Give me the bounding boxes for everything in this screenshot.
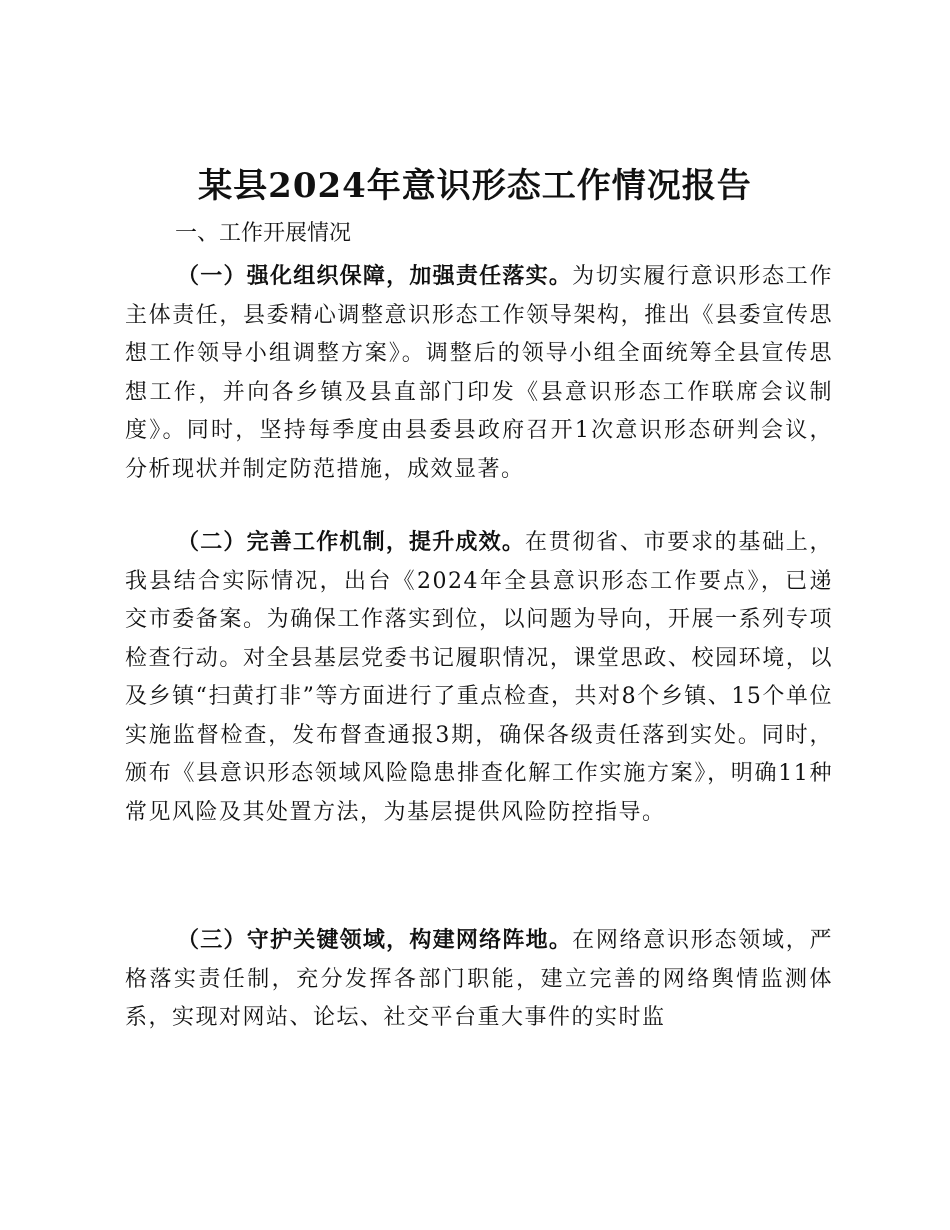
paragraph-body: 在贯彻省、市要求的基础上，我县结合实际情况，出台《2024年全县意识形态工作要点》，已递交市委备案。为确保工作落实到位，以问题为导向，开展一系列专项检查行动。对全县基层党委书记履职情况，课堂思政、校园环境，以及乡镇“扫黄打非”等方面进行了重点检查，共对8个乡镇、15个单位实施监督检查，发布督查通报3期，确保各级责任落到实处。同时，颁布《县意识形态领域风险隐患排查化解工作实施方案》，明确11种常见风险及其处置方法，为基层提供风险防控指导。 <box>125 530 833 825</box>
paragraph <box>125 922 833 1038</box>
paragraph-lead: （二）完善工作机制，提升成效。 <box>177 530 526 555</box>
paragraph-lead: （三）守护关键领域，构建网络阵地。 <box>177 928 573 953</box>
paragraph-body: 在网络意识形态领域，严格落实责任制，充分发挥各部门职能，建立完善的网络舆情监测体系，实现对网站、论坛、社交平台重大事件的实时监 <box>125 928 833 1030</box>
document-title: 某县2024年意识形态工作情况报告 <box>198 166 752 206</box>
paragraph-lead: （一）强化组织保障，加强责任落实。 <box>177 264 573 289</box>
section-heading: 一、工作开展情况 <box>175 221 352 246</box>
paragraph <box>125 258 833 489</box>
paragraph-body: 为切实履行意识形态工作主体责任，县委精心调整意识形态工作领导架构，推出《县委宣传思想工作领导小组调整方案》。调整后的领导小组全面统筹全县宣传思想工作，并向各乡镇及县直部门印发《县意识形态工作联席会议制度》。同时，坚持每季度由县委县政府召开1次意识形态研判会议，分析现状并制定防范措施，成效显著。 <box>125 264 833 482</box>
paragraph <box>125 524 833 832</box>
